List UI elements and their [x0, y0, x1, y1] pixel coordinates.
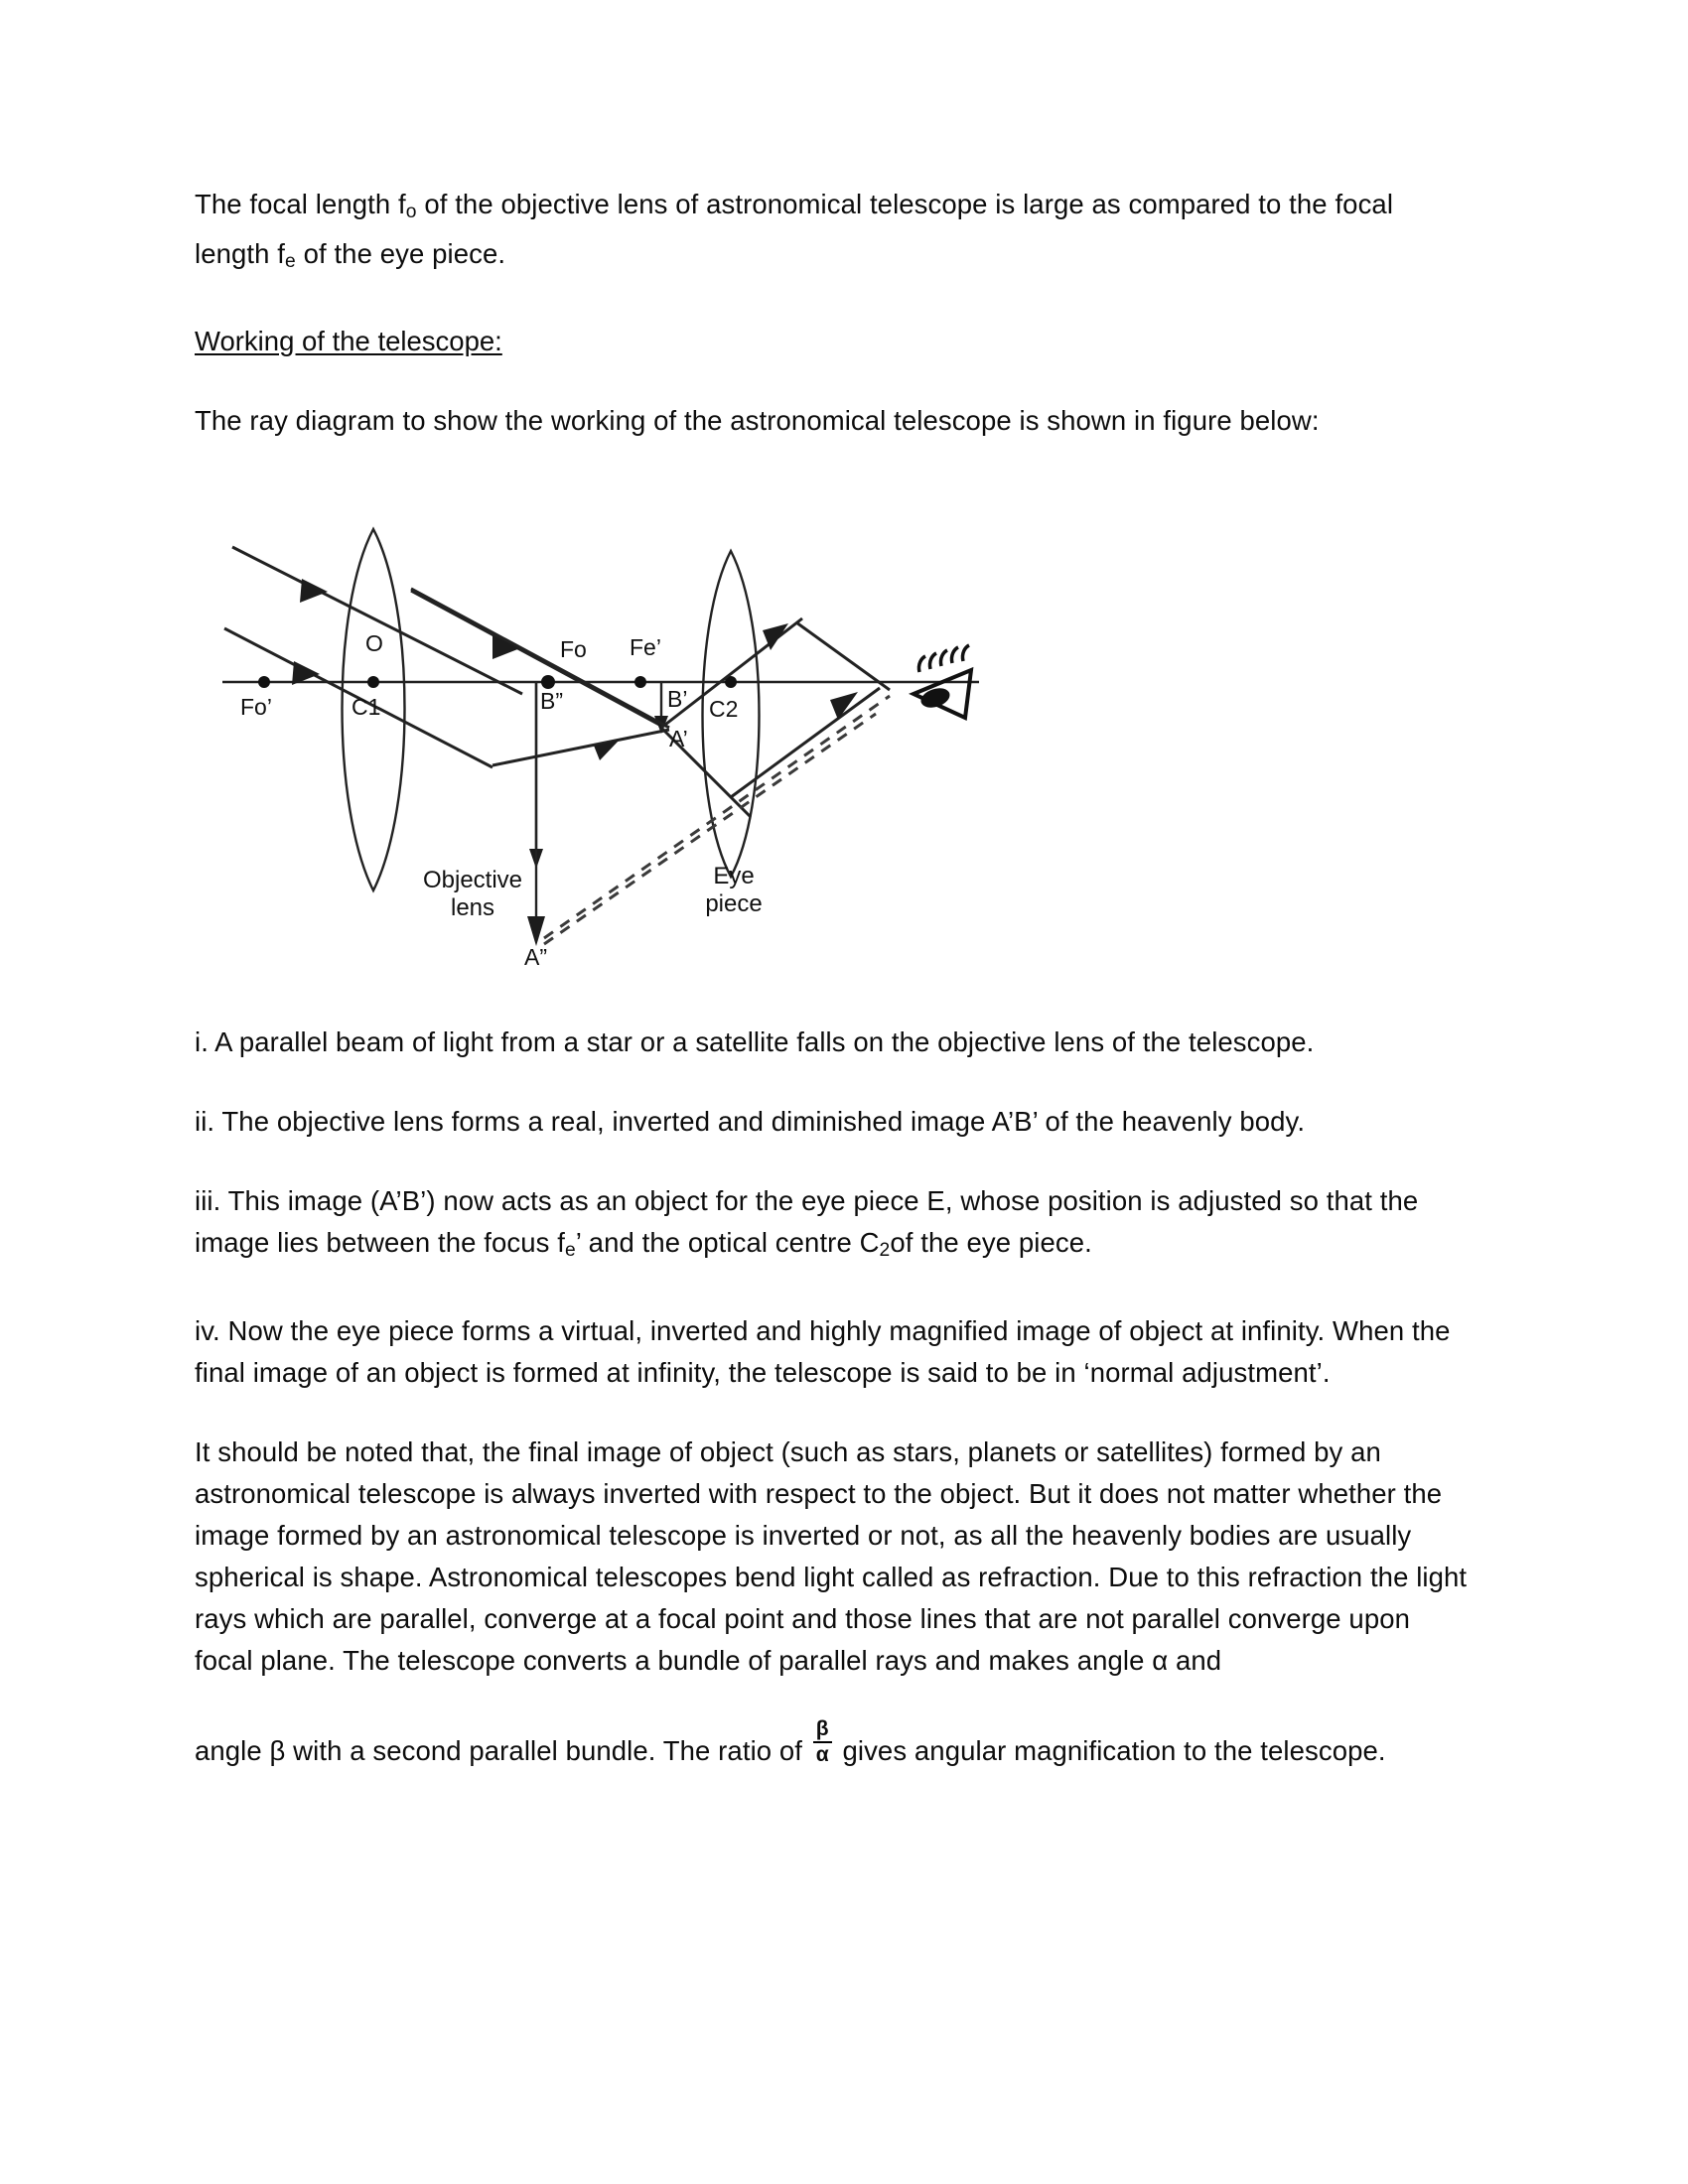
p1-part-a: The focal length f — [195, 189, 406, 219]
fraction-numerator-beta: β — [813, 1718, 832, 1743]
final-part-a: angle β with a second parallel bundle. The ratio of — [195, 1734, 803, 1766]
spacer5 — [478, 714, 661, 726]
paragraph-focal-length — [195, 184, 1474, 283]
item-iii-subscript-2: 2 — [879, 1240, 891, 1262]
ray-lower-to-a-prime — [492, 730, 669, 765]
paragraph-item-iv: iv. Now the eye piece forms a virtual, inverted and highly magnified image of object at infinity. When the final image of an object is formed at infinity, the telescope is said to be in ‘normal adjustment’. — [195, 1314, 1451, 1388]
incoming-ray-1 — [232, 547, 522, 694]
ray-1-arrowhead — [300, 579, 328, 603]
item-iii-part-c: of the eye piece. — [890, 1227, 1092, 1259]
point-c1 — [367, 676, 379, 688]
figure-label-fe-prime: Fe’ — [630, 634, 661, 661]
figure-label-fo: Fo — [560, 636, 587, 663]
fraction-denominator-alpha: α — [815, 1742, 829, 1766]
figure-label-o: O — [365, 630, 383, 657]
eye-piece-line-2: piece — [705, 890, 763, 918]
p1-part-b: of the objective lens of astronomical telescope is large as compared to the focal length f — [195, 189, 1394, 270]
figure-label-fo-prime: Fo’ — [240, 694, 272, 721]
paragraph-ray-diagram-intro: The ray diagram to show the working of the astronomical telescope is shown in figure below: — [195, 405, 1320, 437]
paragraph-item-i: i. A parallel beam of light from a star or a satellite falls on the objective lens of the telescope. — [195, 1026, 1315, 1058]
heading-working-of-telescope — [195, 321, 1474, 362]
point-fe-prime — [634, 676, 646, 688]
point-fo-prime — [258, 676, 270, 688]
document-content — [195, 184, 1474, 1810]
figure-label-b-prime: B’ — [667, 686, 688, 713]
objective-lens-line-2: lens — [450, 894, 495, 922]
figure-label-a-double-prime: A” — [524, 944, 547, 971]
telescope-ray-diagram — [195, 479, 1474, 996]
p1-subscript-e: e — [285, 251, 296, 273]
item-iii-subscript-e: e — [564, 1240, 576, 1262]
final-part-b: gives angular magnification to the telescope. — [842, 1734, 1386, 1766]
spacer — [389, 728, 661, 730]
figure-caption-eye-piece — [669, 863, 798, 918]
heading-text: Working of the telescope: — [195, 326, 502, 357]
p1-subscript-o: o — [405, 202, 417, 223]
spacer8 — [751, 696, 902, 817]
objective-lens-line-1: Objective — [422, 867, 523, 894]
ratio-fraction — [813, 1718, 832, 1765]
figure-label-c1: C1 — [352, 694, 381, 721]
item-iii-part-b: ’ and the optical centre C — [575, 1227, 880, 1259]
eye-piece-line-1: Eye — [713, 863, 755, 890]
paragraph-item-iii — [195, 1180, 1474, 1272]
point-fo — [541, 675, 555, 689]
ray-exit-eyepiece — [731, 688, 880, 797]
figure-label-a-prime: A’ — [669, 726, 688, 752]
paragraph-final-ratio — [195, 1716, 1474, 1772]
figure-caption-objective-lens — [383, 867, 562, 922]
item-iii-part-a: iii. This image (A’B’) now acts as an object for the eye piece E, whose position is adjusted so that the image lies between the focus f — [195, 1185, 1419, 1259]
figure-label-b-double-prime: B” — [540, 688, 563, 715]
p1-part-c: of the eye piece. — [295, 238, 506, 270]
paragraph-note: It should be noted that, the final image of object (such as stars, planets or satellites) formed by an astronomical telescope is always inverted with respect to the object. But it does not matter whether the image formed by an astronomical telescope is inverted or not, as all the heavenly bodies are usually spherical is shape. Astronomical telescopes bend light called as refraction. Due to this refraction the light rays which are parallel, converge at a focal point and those lines that are not parallel converge upon focal plane. The telescope converts a bundle of parallel rays and makes angle α and — [195, 1435, 1468, 1676]
figure-label-c2: C2 — [709, 696, 739, 723]
ray-to-eye-upper — [796, 622, 890, 690]
paragraph-item-ii: ii. The objective lens forms a real, inverted and diminished image A’B’ of the heavenly body. — [195, 1106, 1306, 1138]
